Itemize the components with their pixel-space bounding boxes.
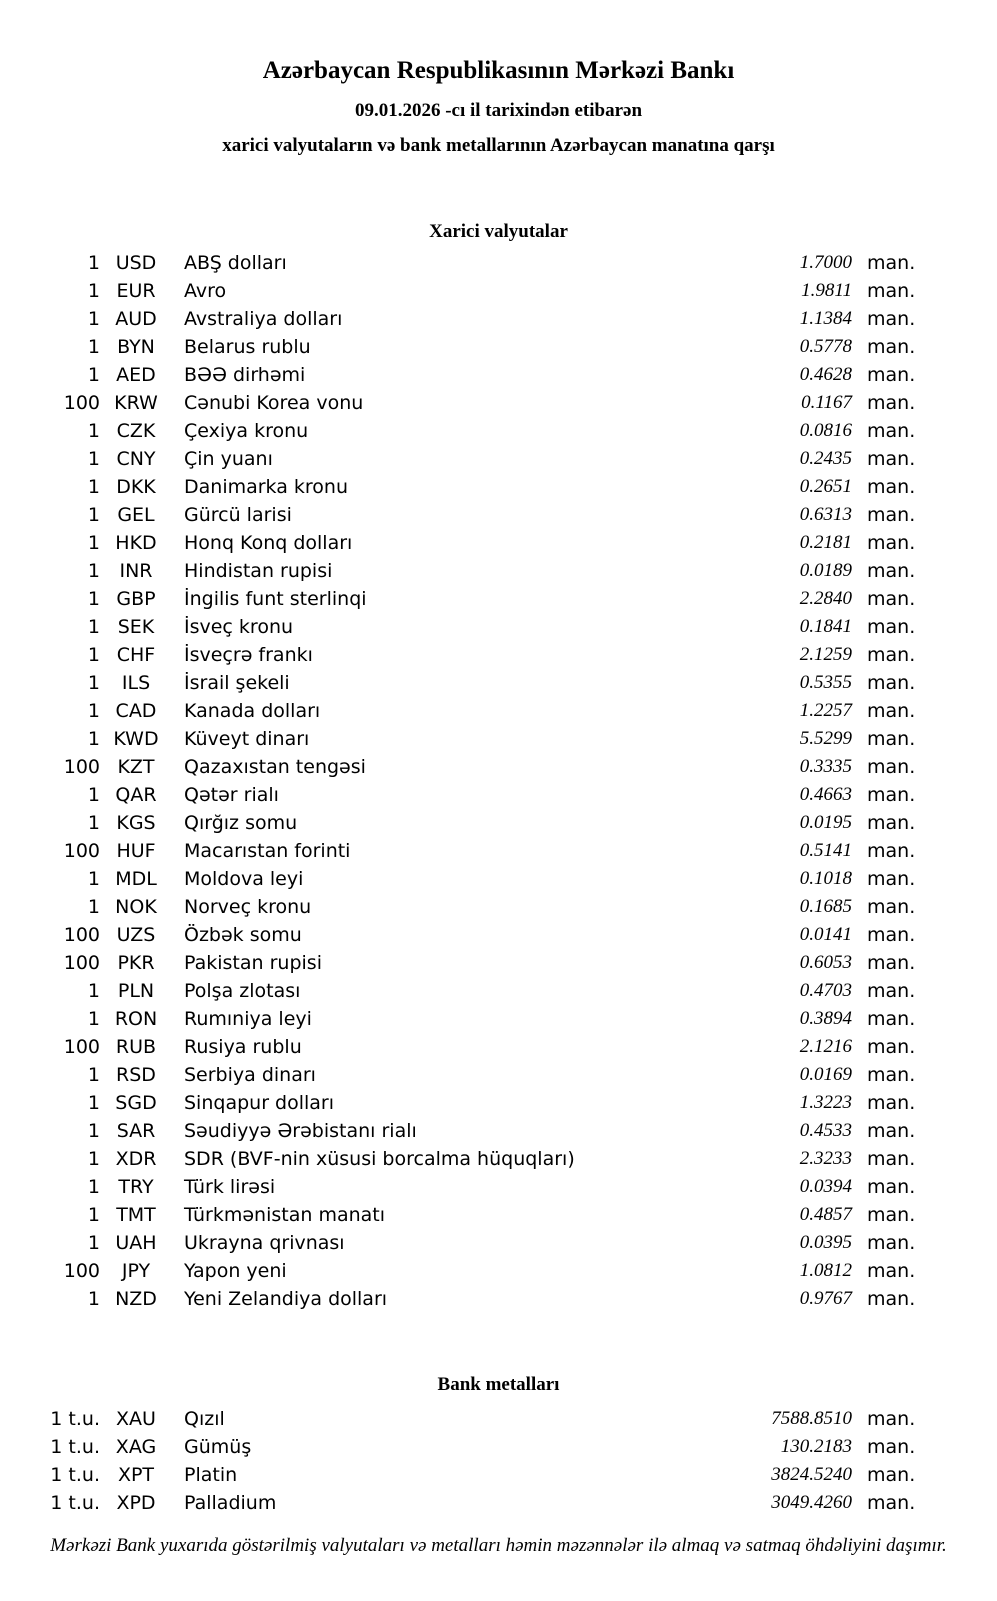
unit-cell: man.	[867, 308, 916, 330]
rate-value-cell: 130.2183	[780, 1436, 852, 1457]
currency-row	[0, 1201, 997, 1229]
currency-name-cell: Türkmənistan manatı	[184, 1204, 386, 1226]
document-header	[0, 55, 997, 158]
page-title: Azərbaycan Respublikasının Mərkəzi Bankı	[262, 57, 735, 84]
metal-row	[0, 1433, 997, 1461]
currency-code-cell: XPT	[117, 1464, 155, 1486]
currency-name-cell: Qızıl	[184, 1408, 225, 1430]
rate-value-cell: 0.1167	[801, 392, 852, 413]
quantity-cell: 1	[87, 560, 100, 582]
currency-name-cell: Avro	[184, 280, 227, 302]
rate-value-cell: 0.9767	[799, 1288, 852, 1309]
unit-cell: man.	[867, 1492, 916, 1514]
rate-value-cell: 1.7000	[799, 252, 852, 273]
currency-name-cell: Honq Konq dolları	[184, 532, 353, 554]
rate-value-cell: 0.4663	[799, 784, 852, 805]
currency-code-cell: KZT	[117, 756, 155, 778]
rate-value-cell: 3049.4260	[771, 1492, 852, 1513]
currency-code-cell: XAU	[116, 1408, 156, 1430]
unit-cell: man.	[867, 476, 916, 498]
rate-value-cell: 1.1384	[799, 308, 852, 329]
unit-cell: man.	[867, 616, 916, 638]
rate-value-cell: 0.3894	[799, 1008, 852, 1029]
currency-row	[0, 977, 997, 1005]
unit-cell: man.	[867, 1008, 916, 1030]
rate-value-cell: 0.5778	[799, 336, 852, 357]
currency-row	[0, 1229, 997, 1257]
effective-date-line: 09.01.2026 -cı il tarixindən etibarən	[354, 100, 643, 121]
currency-row	[0, 1145, 997, 1173]
rate-value-cell: 0.1841	[799, 616, 852, 637]
currency-row	[0, 669, 997, 697]
currency-row	[0, 809, 997, 837]
currency-code-cell: HKD	[115, 532, 157, 554]
unit-cell: man.	[867, 952, 916, 974]
quantity-cell: 1	[87, 336, 100, 358]
currency-code-cell: XDR	[115, 1148, 157, 1170]
section-title-bank-metals: Bank metalları	[437, 1374, 560, 1395]
rate-value-cell: 0.6053	[799, 952, 852, 973]
unit-cell: man.	[867, 1148, 916, 1170]
unit-cell: man.	[867, 700, 916, 722]
quantity-cell: 1	[87, 1064, 100, 1086]
quantity-cell: 1	[87, 280, 100, 302]
quantity-cell: 1	[87, 1092, 100, 1114]
currency-code-cell: BYN	[117, 336, 155, 358]
currency-row	[0, 305, 997, 333]
currency-code-cell: HUF	[116, 840, 156, 862]
currency-name-cell: Rumıniya leyi	[184, 1008, 312, 1030]
currency-row	[0, 1061, 997, 1089]
quantity-cell: 1 t.u.	[50, 1492, 100, 1514]
currency-code-cell: ILS	[121, 672, 151, 694]
currency-name-cell: Belarus rublu	[184, 336, 311, 358]
currency-code-cell: KGS	[116, 812, 156, 834]
unit-cell: man.	[867, 756, 916, 778]
quantity-cell: 1	[87, 1204, 100, 1226]
currency-name-cell: Norveç kronu	[184, 896, 312, 918]
currency-code-cell: DKK	[116, 476, 156, 498]
unit-cell: man.	[867, 1120, 916, 1142]
currency-code-cell: NOK	[115, 896, 157, 918]
currency-row	[0, 277, 997, 305]
unit-cell: man.	[867, 672, 916, 694]
unit-cell: man.	[867, 1036, 916, 1058]
rate-value-cell: 7588.8510	[771, 1408, 852, 1429]
currency-name-cell: Serbiya dinarı	[184, 1064, 316, 1086]
quantity-cell: 1	[87, 420, 100, 442]
currency-name-cell: Çexiya kronu	[184, 420, 309, 442]
currencies-table	[0, 249, 997, 1313]
unit-cell: man.	[867, 336, 916, 358]
currency-code-cell: CAD	[115, 700, 157, 722]
currency-code-cell: AUD	[115, 308, 157, 330]
rate-value-cell: 0.4533	[799, 1120, 852, 1141]
currency-name-cell: Rusiya rublu	[184, 1036, 302, 1058]
disclaimer-note: Mərkəzi Bank yuxarıda göstərilmiş valyutaları və metalları həmin məzənnələr ilə almaq və satmaq öhdəliyini daşımır.	[50, 1535, 947, 1556]
currency-row	[0, 1173, 997, 1201]
currency-row	[0, 1089, 997, 1117]
unit-cell: man.	[867, 364, 916, 386]
currency-row	[0, 921, 997, 949]
unit-cell: man.	[867, 784, 916, 806]
quantity-cell: 100	[63, 1260, 100, 1282]
currency-name-cell: Kanada dolları	[184, 700, 321, 722]
currency-name-cell: SDR (BVF-nin xüsusi borcalma hüquqları)	[184, 1148, 575, 1170]
quantity-cell: 1	[87, 1288, 100, 1310]
quantity-cell: 1	[87, 868, 100, 890]
unit-cell: man.	[867, 1204, 916, 1226]
unit-cell: man.	[867, 1232, 916, 1254]
quantity-cell: 100	[63, 924, 100, 946]
currency-name-cell: Hindistan rupisi	[184, 560, 333, 582]
unit-cell: man.	[867, 896, 916, 918]
currency-row	[0, 529, 997, 557]
rate-value-cell: 5.5299	[799, 728, 852, 749]
currency-code-cell: KRW	[114, 392, 158, 414]
quantity-cell: 100	[63, 1036, 100, 1058]
currency-code-cell: UZS	[116, 924, 156, 946]
currency-name-cell: İngilis funt sterlinqi	[184, 588, 367, 610]
rate-value-cell: 0.2181	[799, 532, 852, 553]
currency-code-cell: EUR	[116, 280, 156, 302]
currency-row	[0, 473, 997, 501]
quantity-cell: 1	[87, 364, 100, 386]
unit-cell: man.	[867, 840, 916, 862]
rate-value-cell: 0.0195	[799, 812, 852, 833]
unit-cell: man.	[867, 504, 916, 526]
unit-cell: man.	[867, 448, 916, 470]
currency-code-cell: JPY	[121, 1260, 151, 1282]
currency-code-cell: GEL	[117, 504, 155, 526]
currency-name-cell: Yeni Zelandiya dolları	[184, 1288, 388, 1310]
quantity-cell: 1	[87, 644, 100, 666]
currency-name-cell: Polşa zlotası	[184, 980, 301, 1002]
currency-name-cell: İsveç kronu	[184, 616, 294, 638]
currency-code-cell: CZK	[116, 420, 156, 442]
quantity-cell: 1	[87, 728, 100, 750]
unit-cell: man.	[867, 588, 916, 610]
currency-name-cell: Çin yuanı	[184, 448, 273, 470]
unit-cell: man.	[867, 1464, 916, 1486]
rate-value-cell: 0.2435	[799, 448, 852, 469]
unit-cell: man.	[867, 280, 916, 302]
currency-name-cell: Özbək somu	[184, 924, 302, 946]
currency-name-cell: İsrail şekeli	[184, 672, 290, 694]
quantity-cell: 1	[87, 700, 100, 722]
currency-code-cell: XPD	[116, 1492, 156, 1514]
quantity-cell: 1	[87, 1232, 100, 1254]
currency-code-cell: INR	[119, 560, 153, 582]
currency-code-cell: PLN	[117, 980, 155, 1002]
currency-name-cell: BƏƏ dirhəmi	[184, 364, 306, 386]
quantity-cell: 1	[87, 476, 100, 498]
unit-cell: man.	[867, 532, 916, 554]
quantity-cell: 1	[87, 1176, 100, 1198]
metal-row	[0, 1405, 997, 1433]
unit-cell: man.	[867, 1176, 916, 1198]
currency-row	[0, 333, 997, 361]
document-subtitle: xarici valyutaların və bank metallarının Azərbaycan manatına qarşı	[222, 135, 775, 156]
metal-row	[0, 1461, 997, 1489]
quantity-cell: 1	[87, 812, 100, 834]
currency-row	[0, 781, 997, 809]
quantity-cell: 1	[87, 896, 100, 918]
currency-code-cell: AED	[116, 364, 156, 386]
rate-value-cell: 2.1259	[799, 644, 852, 665]
quantity-cell: 1	[87, 784, 100, 806]
rate-value-cell: 0.4857	[799, 1204, 852, 1225]
quantity-cell: 1 t.u.	[50, 1436, 100, 1458]
quantity-cell: 1 t.u.	[50, 1464, 100, 1486]
unit-cell: man.	[867, 812, 916, 834]
quantity-cell: 1	[87, 616, 100, 638]
rate-value-cell: 0.1018	[799, 868, 852, 889]
unit-cell: man.	[867, 980, 916, 1002]
unit-cell: man.	[867, 728, 916, 750]
currency-row	[0, 613, 997, 641]
currency-code-cell: QAR	[115, 784, 157, 806]
rate-value-cell: 0.0169	[799, 1064, 852, 1085]
currency-code-cell: SGD	[115, 1092, 157, 1114]
rate-value-cell: 0.0395	[799, 1232, 852, 1253]
quantity-cell: 1	[87, 504, 100, 526]
currency-name-cell: Küveyt dinarı	[184, 728, 310, 750]
rate-value-cell: 0.6313	[799, 504, 852, 525]
currency-name-cell: ABŞ dolları	[184, 252, 287, 274]
unit-cell: man.	[867, 420, 916, 442]
rate-value-cell: 0.1685	[799, 896, 852, 917]
rate-value-cell: 2.3233	[799, 1148, 852, 1169]
currency-name-cell: Gürcü larisi	[184, 504, 292, 526]
currency-row	[0, 837, 997, 865]
currency-code-cell: TMT	[116, 1204, 156, 1226]
quantity-cell: 100	[63, 756, 100, 778]
currency-code-cell: XAG	[115, 1436, 157, 1458]
unit-cell: man.	[867, 1092, 916, 1114]
rate-value-cell: 2.1216	[799, 1036, 852, 1057]
rate-value-cell: 0.4703	[799, 980, 852, 1001]
quantity-cell: 1	[87, 1008, 100, 1030]
currency-name-cell: Yapon yeni	[184, 1260, 287, 1282]
currency-row	[0, 1005, 997, 1033]
unit-cell: man.	[867, 1064, 916, 1086]
unit-cell: man.	[867, 644, 916, 666]
currency-row	[0, 557, 997, 585]
currency-row	[0, 697, 997, 725]
rate-value-cell: 0.2651	[799, 476, 852, 497]
currency-code-cell: RUB	[115, 1036, 157, 1058]
quantity-cell: 100	[63, 952, 100, 974]
currency-code-cell: PKR	[117, 952, 155, 974]
currency-code-cell: NZD	[115, 1288, 157, 1310]
unit-cell: man.	[867, 1408, 916, 1430]
rate-value-cell: 0.0394	[799, 1176, 852, 1197]
unit-cell: man.	[867, 392, 916, 414]
currency-code-cell: CHF	[116, 644, 156, 666]
quantity-cell: 100	[63, 840, 100, 862]
quantity-cell: 1	[87, 672, 100, 694]
currency-row	[0, 389, 997, 417]
currency-row	[0, 1257, 997, 1285]
currency-row	[0, 585, 997, 613]
rate-value-cell: 1.9811	[801, 280, 852, 301]
currency-code-cell: RSD	[116, 1064, 156, 1086]
currency-name-cell: Qırğız somu	[184, 812, 298, 834]
currency-code-cell: KWD	[113, 728, 159, 750]
currency-code-cell: CNY	[116, 448, 156, 470]
unit-cell: man.	[867, 560, 916, 582]
quantity-cell: 1	[87, 1120, 100, 1142]
unit-cell: man.	[867, 1436, 916, 1458]
currency-row	[0, 725, 997, 753]
currency-name-cell: Moldova leyi	[184, 868, 304, 890]
rate-value-cell: 0.5355	[799, 672, 852, 693]
currency-name-cell: Qazaxıstan tengəsi	[184, 756, 366, 778]
quantity-cell: 1	[87, 980, 100, 1002]
currency-code-cell: SEK	[117, 616, 155, 638]
currency-row	[0, 641, 997, 669]
rate-value-cell: 2.2840	[799, 588, 852, 609]
currency-row	[0, 865, 997, 893]
rate-value-cell: 0.3335	[799, 756, 852, 777]
section-title-foreign-currencies: Xarici valyutalar	[429, 221, 568, 242]
currency-code-cell: GBP	[116, 588, 156, 610]
currency-name-cell: Macarıstan forinti	[184, 840, 351, 862]
unit-cell: man.	[867, 1288, 916, 1310]
currency-name-cell: Cənubi Korea vonu	[184, 392, 364, 414]
unit-cell: man.	[867, 252, 916, 274]
quantity-cell: 1	[87, 588, 100, 610]
currency-name-cell: Avstraliya dolları	[184, 308, 343, 330]
currency-name-cell: Qətər rialı	[184, 784, 279, 806]
currency-row	[0, 1033, 997, 1061]
rate-value-cell: 0.4628	[799, 364, 852, 385]
currency-code-cell: SAR	[116, 1120, 156, 1142]
currency-row	[0, 501, 997, 529]
quantity-cell: 1	[87, 1148, 100, 1170]
metal-row	[0, 1489, 997, 1517]
rate-value-cell: 0.5141	[799, 840, 852, 861]
rate-value-cell: 0.0141	[799, 924, 852, 945]
unit-cell: man.	[867, 924, 916, 946]
currency-name-cell: Palladium	[184, 1492, 277, 1514]
unit-cell: man.	[867, 868, 916, 890]
currency-name-cell: Türk lirəsi	[184, 1176, 276, 1198]
currency-code-cell: RON	[114, 1008, 158, 1030]
unit-cell: man.	[867, 1260, 916, 1282]
currency-row	[0, 753, 997, 781]
currency-row	[0, 893, 997, 921]
currency-row	[0, 949, 997, 977]
rate-value-cell: 1.3223	[799, 1092, 852, 1113]
quantity-cell: 1	[87, 532, 100, 554]
currency-name-cell: Gümüş	[184, 1436, 252, 1458]
quantity-cell: 100	[63, 392, 100, 414]
currency-code-cell: USD	[115, 252, 157, 274]
currency-name-cell: Səudiyyə Ərəbistanı rialı	[184, 1120, 417, 1142]
currency-name-cell: Danimarka kronu	[184, 476, 349, 498]
currency-row	[0, 249, 997, 277]
rate-value-cell: 0.0816	[799, 420, 852, 441]
quantity-cell: 1	[87, 252, 100, 274]
currency-name-cell: Sinqapur dolları	[184, 1092, 335, 1114]
currency-row	[0, 1285, 997, 1313]
quantity-cell: 1 t.u.	[50, 1408, 100, 1430]
currency-name-cell: Ukrayna qrivnası	[184, 1232, 345, 1254]
quantity-cell: 1	[87, 448, 100, 470]
rate-value-cell: 3824.5240	[771, 1464, 852, 1485]
currency-code-cell: TRY	[118, 1176, 154, 1198]
rate-value-cell: 0.0189	[799, 560, 852, 581]
currency-code-cell: MDL	[115, 868, 157, 890]
currency-name-cell: Platin	[184, 1464, 238, 1486]
currency-code-cell: UAH	[115, 1232, 157, 1254]
currency-row	[0, 1117, 997, 1145]
quantity-cell: 1	[87, 308, 100, 330]
rate-value-cell: 1.0812	[799, 1260, 852, 1281]
currency-name-cell: Pakistan rupisi	[184, 952, 322, 974]
currency-row	[0, 445, 997, 473]
rate-value-cell: 1.2257	[799, 700, 852, 721]
metals-table	[0, 1405, 997, 1517]
currency-name-cell: İsveçrə frankı	[184, 644, 313, 666]
currency-row	[0, 361, 997, 389]
currency-row	[0, 417, 997, 445]
